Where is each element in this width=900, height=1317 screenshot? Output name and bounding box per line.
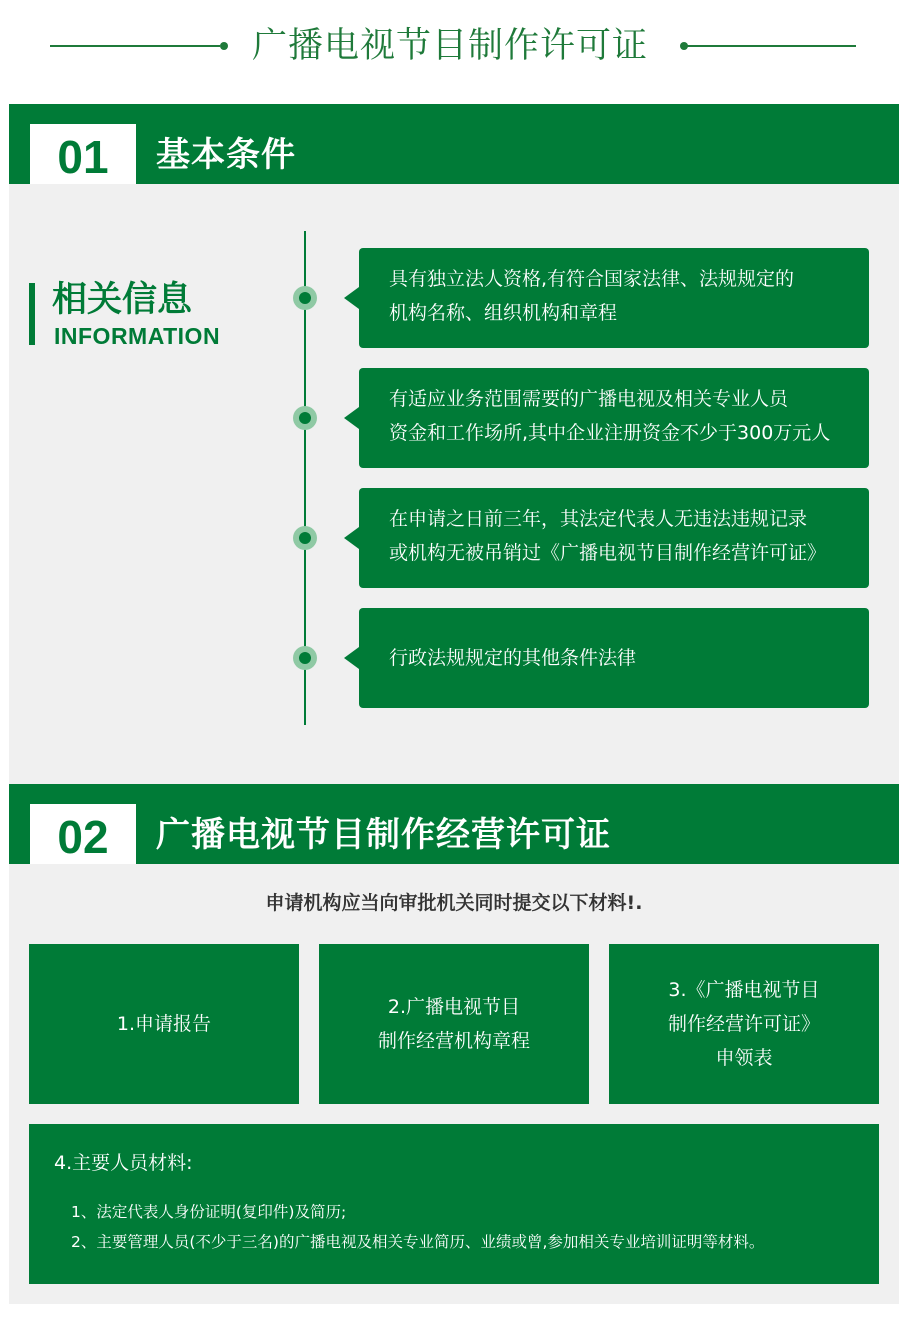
material-3-line-1: 3.《广播电视节目 bbox=[668, 979, 820, 1001]
section2-number: 02 bbox=[30, 804, 136, 864]
material-box-4 bbox=[29, 1124, 879, 1284]
section2-header bbox=[9, 784, 899, 864]
material-box-2 bbox=[319, 944, 589, 1104]
section2-title: 广播电视节目制作经营许可证 bbox=[156, 815, 611, 855]
material-2-line-1: 2.广播电视节目 bbox=[387, 996, 521, 1018]
section1-title: 基本条件 bbox=[156, 135, 296, 175]
info-label-cn: 相关信息 bbox=[52, 280, 193, 320]
condition-3-line-1: 在申请之日前三年，其法定代表人无违法违规记录 bbox=[389, 508, 808, 530]
timeline-dot bbox=[293, 406, 317, 430]
timeline-dot bbox=[293, 526, 317, 550]
condition-card-4 bbox=[359, 608, 869, 708]
section1-number: 01 bbox=[30, 124, 136, 184]
material-4-title: 4.主要人员材料: bbox=[54, 1152, 193, 1174]
condition-card-2 bbox=[359, 368, 869, 468]
condition-1-line-2: 机构名称、组织机构和章程 bbox=[389, 302, 618, 324]
section1-header bbox=[9, 104, 899, 184]
material-4-item-1: 1、法定代表人身份证明(复印件)及简历; bbox=[71, 1203, 347, 1221]
condition-2-line-1: 有适应业务范围需要的广播电视及相关专业人员 bbox=[389, 388, 789, 410]
material-3-line-2: 制作经营许可证》 bbox=[667, 1013, 820, 1035]
condition-4-line-1: 行政法规规定的其他条件法律 bbox=[389, 647, 637, 669]
condition-card-1 bbox=[359, 248, 869, 348]
material-1-line-1: 1.申请报告 bbox=[116, 1013, 212, 1035]
material-3-line-3: 申领表 bbox=[715, 1047, 773, 1069]
condition-1-line-1: 具有独立法人资格,有符合国家法律、法规规定的 bbox=[389, 268, 795, 290]
title-right-line bbox=[686, 45, 856, 47]
material-4-item-2: 2、主要管理人员(不少于三名)的广播电视及相关专业简历、业绩或曾,参加相关专业培训证明等材料。 bbox=[71, 1233, 765, 1251]
info-accent-bar bbox=[29, 283, 35, 345]
page-title: 广播电视节目制作许可证 bbox=[251, 26, 648, 66]
timeline-dot bbox=[293, 646, 317, 670]
info-label-en: INFORMATION bbox=[54, 323, 221, 349]
condition-3-line-2: 或机构无被吊销过《广播电视节目制作经营许可证》 bbox=[389, 542, 827, 564]
material-2-line-2: 制作经营机构章程 bbox=[377, 1030, 530, 1052]
materials-intro: 申请机构应当向审批机关同时提交以下材料!. bbox=[265, 892, 643, 914]
material-box-1 bbox=[29, 944, 299, 1104]
condition-card-3 bbox=[359, 488, 869, 588]
material-box-3 bbox=[609, 944, 879, 1104]
timeline-dot bbox=[293, 286, 317, 310]
condition-2-line-2: 资金和工作场所,其中企业注册资金不少于300万元人 bbox=[389, 422, 831, 444]
